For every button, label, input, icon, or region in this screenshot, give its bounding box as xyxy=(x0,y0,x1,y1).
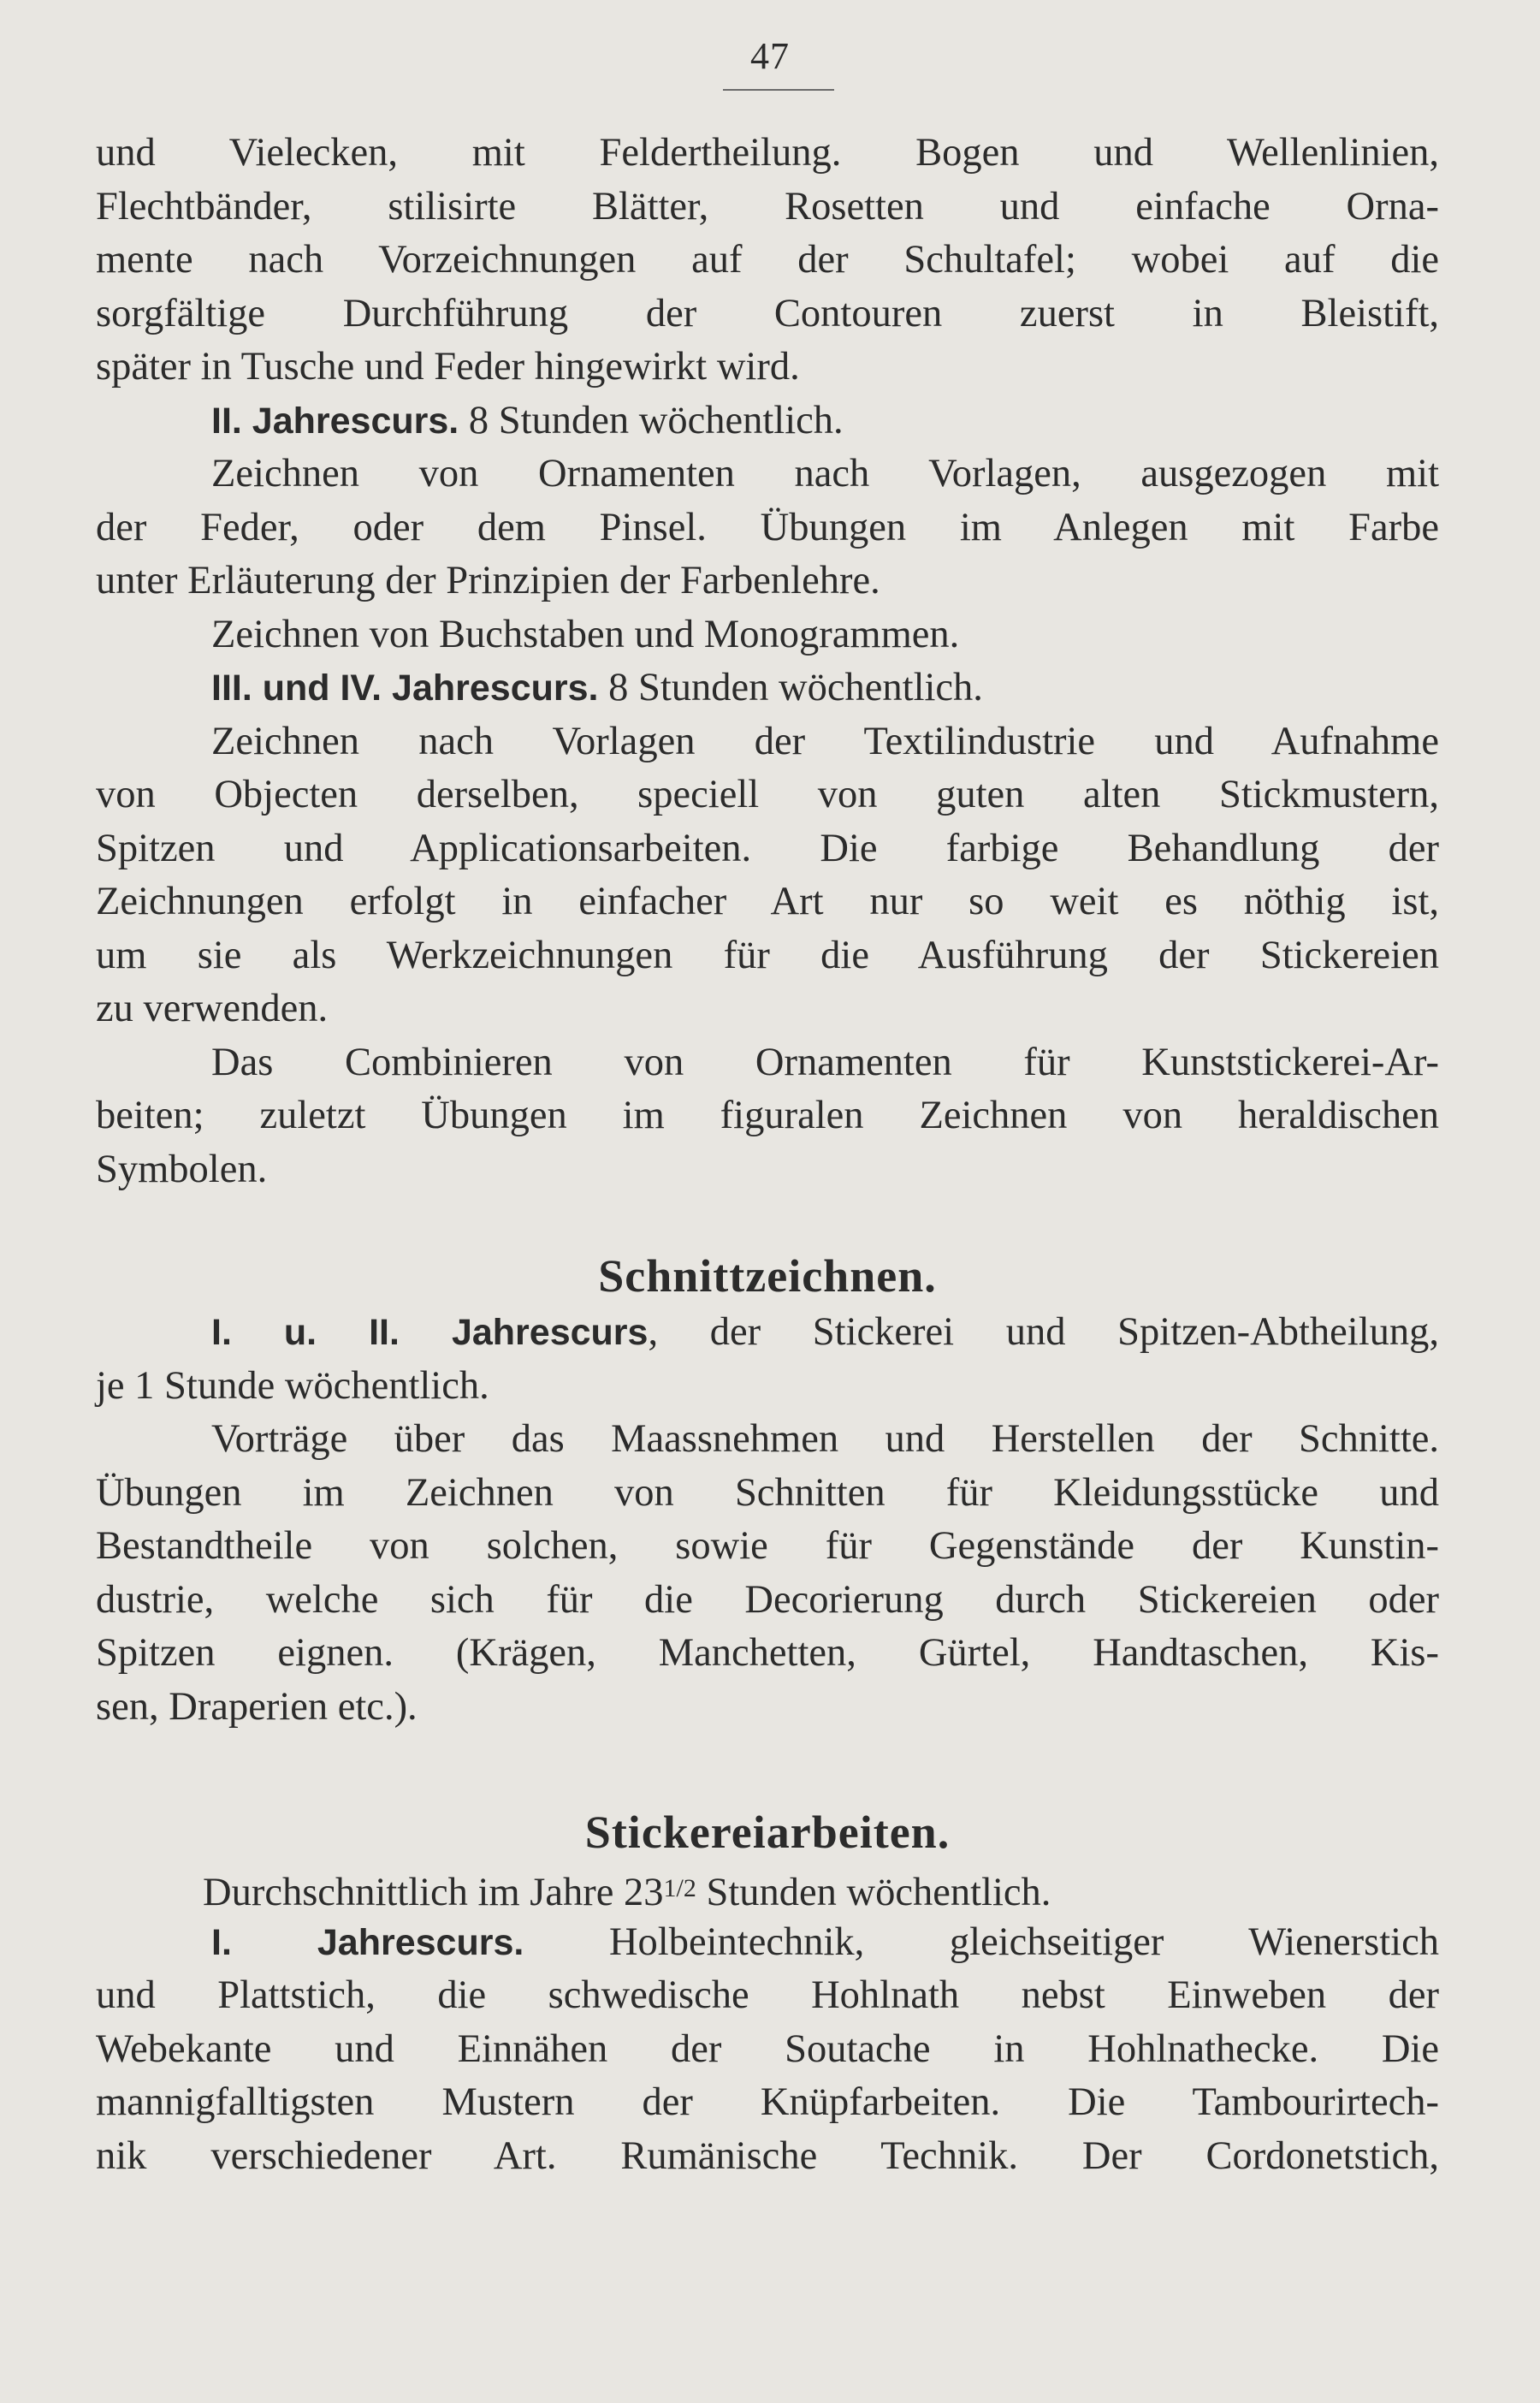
paragraph-schnitt xyxy=(96,1413,1439,1734)
course-2-hours: 8 Stunden wöchentlich. xyxy=(459,398,844,442)
hours-text: Durchschnittlich im Jahre 23 xyxy=(203,1871,664,1914)
course-3-4-line xyxy=(96,662,1439,715)
text-line: nik verschiedener Art. Rumänische Technik. Der Cordonetstich, xyxy=(96,2133,1439,2178)
course-1-label: I. Jahrescurs. xyxy=(211,1921,524,1963)
text-line: zu verwenden. xyxy=(96,987,329,1030)
page-number-rule xyxy=(723,89,834,91)
hours-line xyxy=(96,1862,1439,1916)
section-heading-schnittzeichnen: Schnittzeichnen. xyxy=(598,1250,937,1302)
text-line: Vorträge über das Maassnehmen und Herstellen der Schnitte. xyxy=(211,1417,1439,1461)
text-line: mannigfalltigsten Mustern der Knüpfarbeiten. Die Tambourirtech- xyxy=(96,2080,1439,2124)
text-line: Zeichnen von Ornamenten nach Vorlagen, ausgezogen mit xyxy=(211,452,1439,495)
page-number: 47 xyxy=(750,35,790,77)
text-line: Übungen im Zeichnen von Schnitten für Kleidungsstücke und xyxy=(96,1470,1439,1515)
text-line: sorgfältige Durchführung der Contouren zuerst in Bleistift, xyxy=(96,291,1439,335)
text-line: Spitzen und Applicationsarbeiten. Die farbige Behandlung der xyxy=(96,826,1439,870)
course-1-line xyxy=(96,1916,1439,1970)
hours-text-after: Stunden wöchentlich. xyxy=(696,1871,1051,1914)
paragraph-course-1 xyxy=(96,1969,1439,2183)
course-3-4-label: III. und IV. Jahrescurs. xyxy=(211,668,599,709)
hours-fraction: 1/2 xyxy=(663,1874,696,1902)
course-schnitt-label: I. u. II. Jahrescurs xyxy=(211,1312,649,1353)
paragraph-intro xyxy=(96,127,1439,395)
course-2-label: II. Jahrescurs. xyxy=(211,400,459,442)
text-line: Webekante und Einnähen der Soutache in Hohlnathecke. Die xyxy=(96,2026,1439,2071)
spacer xyxy=(96,1196,1439,1246)
text-line: beiten; zuletzt Übungen im figuralen Zeichnen von heraldischen xyxy=(96,1094,1439,1137)
section-heading-stickereiarbeiten: Stickereiarbeiten. xyxy=(584,1807,951,1858)
course-2-line xyxy=(96,395,1439,448)
text-line: Flechtbänder, stilisirte Blätter, Rosetten und einfache Orna- xyxy=(96,184,1439,228)
text-line: um sie als Werkzeichnungen für die Ausführung der Stickereien xyxy=(96,933,1439,977)
text-line: später in Tusche und Feder hingewirkt wird. xyxy=(96,345,800,389)
course-schnitt-text: , der Stickerei und Spitzen-Abtheilung, xyxy=(648,1310,1439,1354)
spacer xyxy=(96,1734,1439,1802)
course-3-4-hours: 8 Stunden wöchentlich. xyxy=(598,666,983,709)
text-line: unter Erläuterung der Prinzipien der Farbenlehre. xyxy=(96,559,880,602)
text-line: und Vielecken, mit Feldertheilung. Bogen und Wellenlinien, xyxy=(96,131,1439,175)
text-line: Zeichnungen erfolgt in einfacher Art nur so weit es nöthig ist, xyxy=(96,880,1439,923)
text-line: Bestandtheile von solchen, sowie für Gegenstände der Kunstin- xyxy=(96,1524,1439,1568)
text-line: Spitzen eignen. (Krägen, Manchetten, Gürtel, Handtaschen, Kis- xyxy=(96,1631,1439,1675)
paragraph-course-2 xyxy=(96,448,1439,608)
course-1-text: Holbeintechnik, gleichseitiger Wienerstich xyxy=(524,1919,1439,1964)
text-line: Symbolen. xyxy=(96,1147,268,1191)
text-line: der Feder, oder dem Pinsel. Übungen im Anlegen mit Farbe xyxy=(96,505,1439,549)
text-line: mente nach Vorzeichnungen auf der Schultafel; wobei auf die xyxy=(96,238,1439,282)
paragraph-combinieren xyxy=(96,1036,1439,1197)
text-line: und Plattstich, die schwedische Hohlnath nebst Einweben der xyxy=(96,1973,1439,2017)
text-line: dustrie, welche sich für die Decorierung durch Stickereien oder xyxy=(96,1577,1439,1622)
page-body xyxy=(96,127,1439,2183)
course-schnitt-line xyxy=(96,1306,1439,1360)
text-line: Zeichnen von Buchstaben und Monogrammen. xyxy=(211,612,960,656)
text-line: sen, Draperien etc.). xyxy=(96,1684,418,1729)
text-line: von Objecten derselben, speciell von guten alten Stickmustern, xyxy=(96,773,1439,816)
text-line: Zeichnen nach Vorlagen der Textilindustrie und Aufnahme xyxy=(211,719,1439,763)
paragraph-course-3-4 xyxy=(96,715,1439,1036)
text-line: Das Combinieren von Ornamenten für Kunststickerei-Ar- xyxy=(211,1040,1439,1084)
text-line: je 1 Stunde wöchentlich. xyxy=(96,1363,489,1408)
